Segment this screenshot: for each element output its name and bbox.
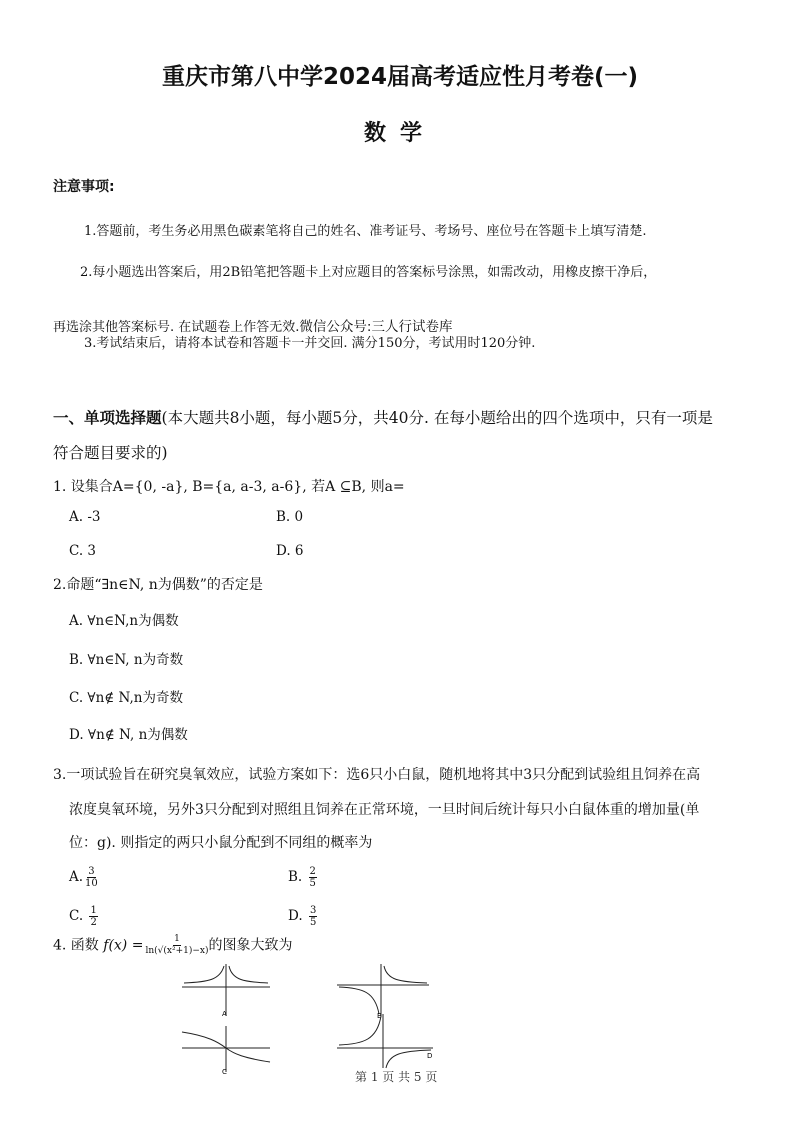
- q2-option-c: C. ∀n∉ N,n为奇数: [69, 690, 183, 706]
- notice-item-2: 2.每小题选出答案后，用2B铅笔把答题卡上对应题目的答案标号涂黑，如需改动，用橡皮擦干净后，: [80, 265, 657, 280]
- graph-d-label: D: [427, 1052, 433, 1060]
- q3-a-den: 10: [85, 878, 98, 889]
- q4-den: ln(√(x²+1)−x): [145, 946, 209, 956]
- q4-stem: [53, 934, 292, 957]
- q2-stem: 2.命题“∃n∈N, n为偶数”的否定是: [53, 577, 263, 593]
- q4-num: 1: [174, 934, 180, 944]
- watermark-text: 微信公众号:三人行试卷库: [299, 319, 453, 335]
- graph-d: [333, 1010, 438, 1070]
- q3-a-fraction: [85, 866, 98, 889]
- q3-d-num: 3: [309, 905, 317, 916]
- graph-b-label: B: [377, 1012, 382, 1020]
- q4-prefix: 4. 函数: [53, 937, 104, 954]
- q4-suffix: 的图象大致为: [208, 937, 293, 954]
- q3-c-fraction: [89, 905, 97, 928]
- q3-a-num: 3: [88, 866, 95, 877]
- exam-title: 重庆市第八中学2024届高考适应性月考卷(一): [161, 64, 639, 90]
- q4-function: f(x) =: [103, 937, 144, 954]
- q3-d-label: D.: [288, 908, 307, 924]
- section1-heading: 一、单项选择题: [53, 409, 162, 427]
- graph-d-right-branch: [386, 1050, 431, 1068]
- graph-c-label: C: [222, 1068, 227, 1076]
- graph-b-right-branch: [384, 966, 427, 983]
- graph-a-label: A: [222, 1010, 227, 1018]
- q3-option-a: [69, 866, 98, 889]
- q1-option-b: B. 0: [276, 509, 304, 525]
- q2-option-d: D. ∀n∉ N, n为偶数: [69, 727, 188, 743]
- q1-option-d: D. 6: [276, 543, 304, 559]
- q1-stem: 1. 设集合A={0, -a}, B={a, a-3, a-6}, 若A ⊆B, 则a=: [53, 479, 405, 495]
- q3-d-den: 5: [309, 917, 317, 928]
- section1-desc2: 符合题目要求的): [53, 444, 168, 462]
- q3-line2: 浓度臭氧环境，另外3只分配到对照组且饲养在正常环境，一旦时间后统计每只小白鼠体重的增加量(单: [69, 802, 700, 818]
- q3-option-c: [69, 905, 98, 928]
- notice-item-1: 1.答题前，考生务必用黑色碳素笔将自己的姓名、准考证号、考场号、座位号在答题卡上填写清楚.: [84, 224, 647, 239]
- q3-c-num: 1: [90, 905, 97, 916]
- graph-a: [178, 960, 273, 1020]
- section1-line1: [53, 406, 713, 428]
- q3-a-label: A.: [69, 869, 84, 885]
- q3-option-d: [288, 905, 317, 928]
- graph-a-right-branch: [229, 966, 268, 983]
- subject-title: 数学: [363, 121, 436, 146]
- q3-d-fraction: [309, 905, 317, 928]
- q3-b-label: B.: [288, 869, 307, 885]
- q4-fraction: [145, 934, 208, 957]
- q2-option-a: A. ∀n∈N,n为偶数: [69, 613, 179, 629]
- notice-item-2b: 再选涂其他答案标号. 在试题卷上作答无效.: [53, 320, 300, 335]
- q3-c-den: 2: [90, 917, 97, 928]
- graph-a-left-branch: [184, 966, 224, 983]
- q3-line3: 位：g). 则指定的两只小鼠分配到不同组的概率为: [69, 835, 373, 851]
- q3-b-fraction: [309, 866, 317, 889]
- q3-option-b: [288, 866, 317, 889]
- q3-c-label: C.: [69, 908, 88, 924]
- notice-heading: 注意事项:: [53, 179, 115, 195]
- page-footer: 第 1 页 共 5 页: [355, 1070, 438, 1084]
- q3-b-num: 2: [309, 866, 316, 877]
- graph-c: [178, 1022, 273, 1076]
- notice-item-3: 3.考试结束后，请将本试卷和答题卡一并交回. 满分150分，考试用时120分钟.: [84, 336, 536, 351]
- q1-option-c: C. 3: [69, 543, 97, 559]
- graph-d-left-branch: [339, 1016, 381, 1045]
- q3-b-den: 5: [309, 878, 316, 889]
- q1-option-a: A. -3: [69, 509, 101, 525]
- q3-line1: 3.一项试验旨在研究臭氧效应，试验方案如下：选6只小白鼠，随机地将其中3只分配到试验组且饲养在高: [53, 767, 701, 783]
- q2-option-b: B. ∀n∈N, n为奇数: [69, 652, 184, 668]
- section1-desc1: (本大题共8小题，每小题5分，共40分. 在每小题给出的四个选项中，只有一项是: [161, 409, 713, 427]
